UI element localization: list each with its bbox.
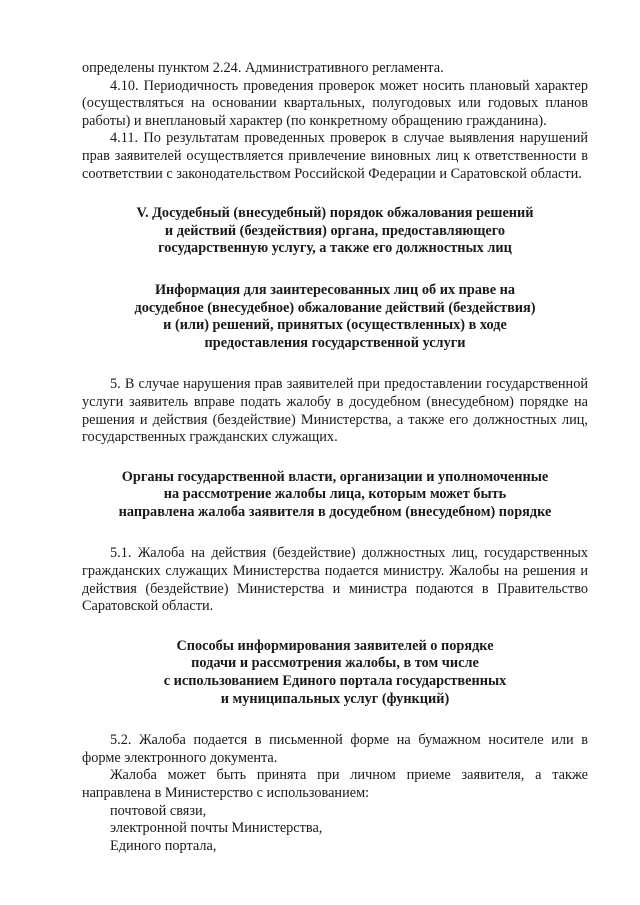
- info-rights-heading-line: предоставления государственной услуги: [204, 334, 466, 351]
- paragraph-accept: Жалоба может быть принята при личном приеме заявителя, а также направлена в Министерство с использованием:: [82, 767, 588, 801]
- section-v-heading: [82, 205, 588, 258]
- organs-heading-line: на рассмотрение жалобы лица, которым может быть: [163, 486, 507, 503]
- organs-heading-line: Органы государственной власти, организации и уполномоченные: [121, 468, 549, 485]
- paragraph-4-11: 4.11. По результатам проведенных проверок в случае выявления нарушений прав заявителей осуществляется привлечение виновных лиц к ответственности в соответствии с законодательством Российской Федерации и Саратовской области.: [82, 130, 588, 182]
- info-rights-heading: [82, 282, 588, 352]
- section-v-heading-line: V. Досудебный (внесудебный) порядок обжалования решений: [136, 205, 534, 222]
- paragraph-5: 5. В случае нарушения прав заявителей при предоставлении государственной услуги заявитель вправе подать жалобу в досудебном (внесудебном) порядке на решения и действия (бездействие) Министерства, а также его должностных лиц, государственных гражданских служащих.: [82, 376, 588, 446]
- section-v-heading-line: государственную услугу, а также его должностных лиц: [158, 240, 512, 257]
- section-v-heading-line: и действий (бездействия) органа, предоставляющего: [164, 222, 506, 239]
- methods-heading-line: подачи и рассмотрения жалобы, в том числе: [191, 655, 479, 672]
- paragraph-5-2: 5.2. Жалоба подается в письменной форме на бумажном носителе или в форме электронного документа.: [82, 732, 588, 766]
- info-rights-heading-line: Информация для заинтересованных лиц об их праве на: [154, 281, 516, 298]
- methods-heading-line: и муниципальных услуг (функций): [220, 690, 450, 707]
- methods-heading: [82, 638, 588, 708]
- list-item: почтовой связи,: [110, 802, 207, 819]
- organs-heading-line: направлена жалоба заявителя в досудебном (внесудебном) порядке: [118, 503, 552, 520]
- list-item: Единого портала,: [110, 837, 217, 854]
- methods-heading-line: Способы информирования заявителей о порядке: [176, 637, 494, 654]
- list-item: электронной почты Министерства,: [110, 820, 323, 837]
- paragraph-4-10: 4.10. Периодичность проведения проверок может носить плановый характер (осуществляться на основании квартальных, полугодовых или годовых планов работы) и внеплановый характер (по конкретному обращению гражданина).: [82, 77, 588, 129]
- document-body: [82, 60, 588, 855]
- paragraph-5-1: 5.1. Жалоба на действия (бездействие) должностных лиц, государственных гражданских служащих Министерства подается министру. Жалобы на решения и действия (бездействие) Министерства и министра подаются в Правительство Саратовской области.: [82, 545, 588, 615]
- organs-heading: [82, 469, 588, 522]
- paragraph-continuation: определены пунктом 2.24. Административного регламента.: [82, 60, 444, 76]
- info-rights-heading-line: досудебное (внесудебное) обжалование действий (бездействия): [134, 299, 536, 316]
- methods-heading-line: с использованием Единого портала государственных: [163, 673, 507, 690]
- info-rights-heading-line: и (или) решений, принятых (осуществленных) в ходе: [163, 317, 507, 334]
